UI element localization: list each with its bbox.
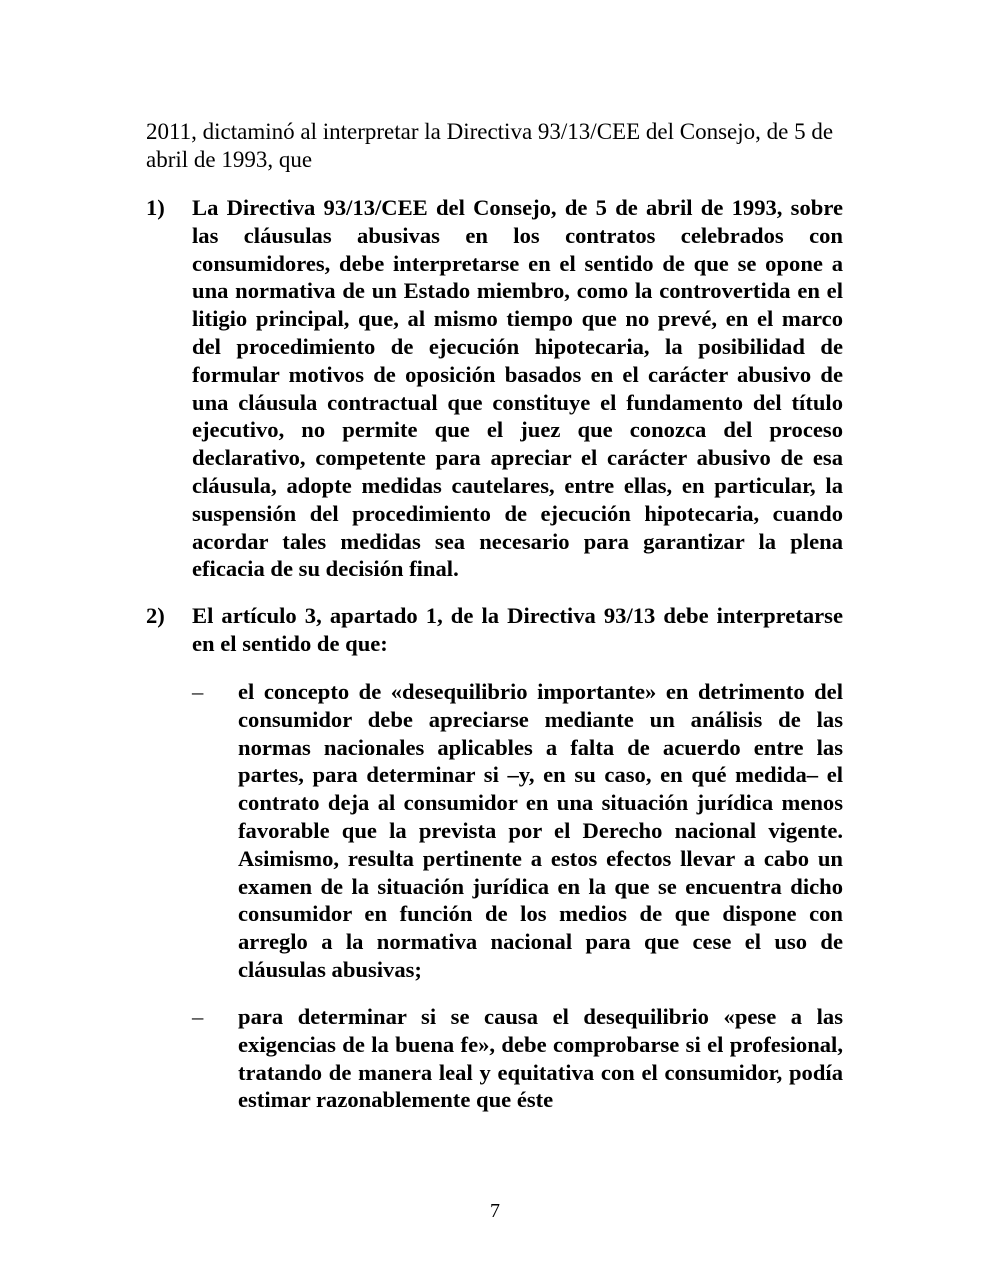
dash-marker: – (192, 679, 204, 704)
dash-subitem-2 (192, 1003, 843, 1114)
dash-subitem-1 (192, 678, 843, 984)
numbered-item-2 (146, 602, 843, 658)
numbered-item-1 (146, 194, 843, 583)
item-text: La Directiva 93/13/CEE del Consejo, de 5 de abril de 1993, sobre las cláusulas abusivas en los contratos celebrados con consumidores, debe interpretarse en el sentido de que se opone a una normativa de un Estado miembro, como la controvertida en el litigio principal, que, al mismo tiempo que no prevé, en el marco del procedimiento de ejecución hipotecaria, la posibilidad de formular motivos de oposición basados en el carácter abusivo de una cláusula contractual que constituye el fundamento del título ejecutivo, no permite que el juez que conozca del proceso declarativo, competente para apreciar el carácter abusivo de esa cláusula, adopte medidas cautelares, entre ellas, en particular, la suspensión del procedimiento de ejecución hipotecaria, cuando acordar tales medidas sea necesario para garantizar la plena eficacia de su decisión final. (192, 195, 843, 582)
dash-marker: – (192, 1004, 204, 1029)
item-text: El artículo 3, apartado 1, de la Directiva 93/13 debe interpretarse en el sentido de que: (192, 603, 843, 656)
item-number: 2) (146, 603, 165, 628)
page-number: 7 (490, 1200, 500, 1222)
subitem-text: para determinar si se causa el desequilibrio «pese a las exigencias de la buena fe», debe comprobarse si el profesional, tratando de manera leal y equitativa con el consumidor, podía estimar razonablemente que éste (238, 1004, 843, 1113)
subitem-text: el concepto de «desequilibrio importante» en detrimento del consumidor debe apreciarse mediante un análisis de las normas nacionales aplicables a falta de acuerdo entre las partes, para determinar si –y, en su caso, en qué medida– el contrato deja al consumidor en una situación jurídica menos favorable que la prevista por el Derecho nacional vigente. Asimismo, resulta pertinente a estos efectos llevar a cabo un examen de la situación jurídica en la que se encuentra dicho consumidor en función de los medios de que dispone con arreglo a la normativa nacional para que cese el uso de cláusulas abusivas; (238, 679, 843, 982)
intro-paragraph: 2011, dictaminó al interpretar la Directiva 93/13/CEE del Consejo, de 5 de abril de 1993, que (146, 119, 834, 172)
item-number: 1) (146, 195, 165, 220)
